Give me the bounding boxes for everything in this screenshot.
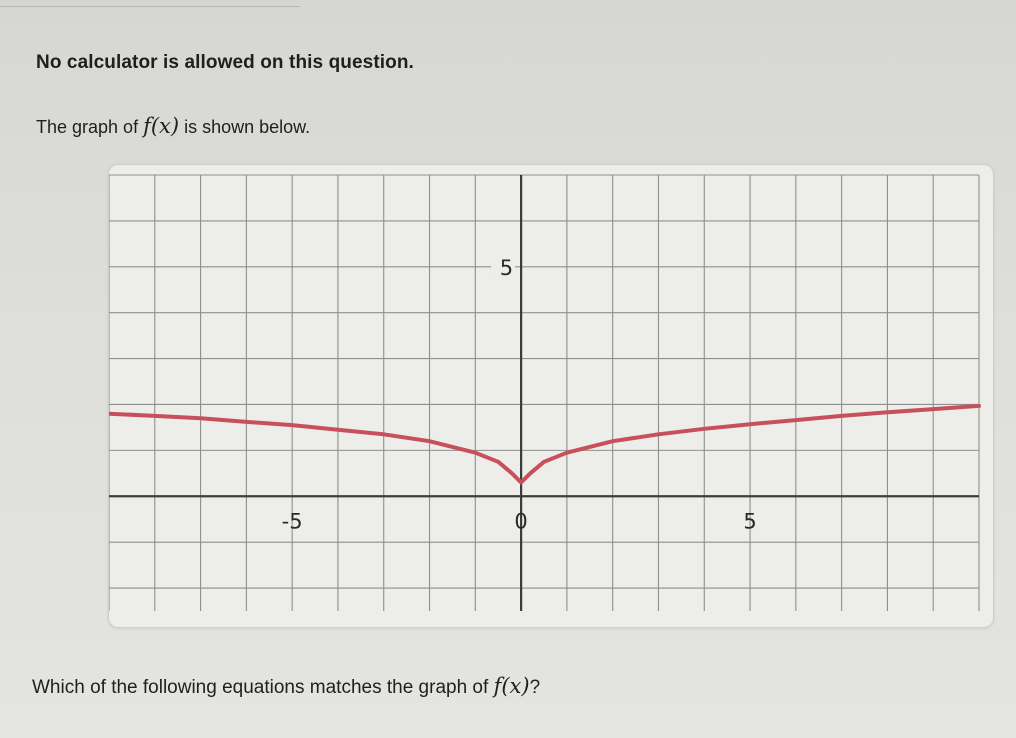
x-tick-label: 5 xyxy=(743,509,757,534)
function-graph xyxy=(109,165,993,627)
prompt-text-after: ? xyxy=(529,677,541,698)
graph-card xyxy=(108,164,994,628)
intro-text-after: is shown below. xyxy=(179,117,311,137)
intro-text-before: The graph of xyxy=(36,117,144,137)
x-tick-label: 0 xyxy=(514,509,528,534)
function-notation: f(x) xyxy=(143,114,180,138)
tick-labels xyxy=(282,254,757,533)
grid-lines xyxy=(109,175,979,611)
function-notation-prompt: f(x) xyxy=(493,674,530,698)
prompt-text-before: Which of the following equations matches the graph of xyxy=(32,677,494,698)
question-intro xyxy=(36,114,310,138)
y-tick-label: 5 xyxy=(499,255,514,280)
question-prompt xyxy=(32,674,540,699)
calculator-notice: No calculator is allowed on this question. xyxy=(36,52,414,73)
curve-layer xyxy=(109,406,979,483)
x-tick-label: -5 xyxy=(281,509,303,534)
top-divider xyxy=(0,6,300,7)
function-curve xyxy=(109,406,979,483)
axes xyxy=(109,175,979,611)
